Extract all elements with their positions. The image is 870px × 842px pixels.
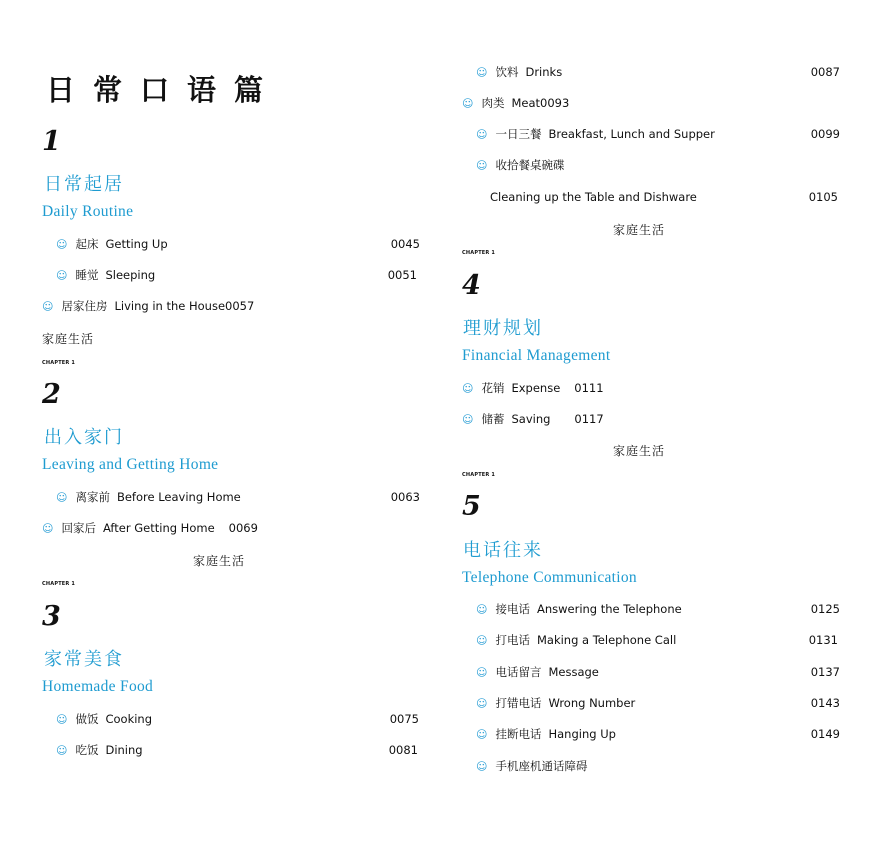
toc-entry[interactable] bbox=[56, 489, 241, 505]
smile-face-icon: ☺ bbox=[56, 491, 68, 504]
entry-title-en: Drinks bbox=[525, 65, 563, 79]
section-tag: 家庭生活 bbox=[613, 223, 666, 237]
toc-entry[interactable] bbox=[476, 664, 599, 680]
toc-entry[interactable] bbox=[462, 380, 604, 396]
chapter-label: CHAPTER 1 bbox=[462, 250, 496, 256]
toc-entry[interactable] bbox=[476, 695, 635, 711]
chapter-number: 1 bbox=[42, 126, 61, 157]
entry-title-en: Making a Telephone Call bbox=[536, 633, 677, 647]
chapter-title-en: Homemade Food bbox=[42, 678, 154, 695]
entry-title-zh: 做饭 bbox=[75, 712, 99, 726]
smile-face-icon: ☺ bbox=[462, 413, 474, 426]
entry-title-zh: 手机座机通话障碍 bbox=[495, 759, 588, 773]
smile-face-icon: ☺ bbox=[476, 128, 488, 141]
page-number: 0087 bbox=[810, 65, 840, 79]
toc-entry-continuation[interactable] bbox=[490, 189, 697, 205]
smile-face-icon: ☺ bbox=[476, 634, 488, 647]
chapter-title-zh: 理财规划 bbox=[463, 318, 543, 339]
entry-title-zh: 储蓄 bbox=[481, 412, 505, 426]
smile-face-icon: ☺ bbox=[476, 159, 488, 172]
entry-title-zh: 一日三餐 bbox=[495, 127, 542, 141]
page-number: 0069 bbox=[228, 521, 258, 535]
entry-title-zh: 离家前 bbox=[75, 490, 110, 504]
chapter-title-zh: 日常起居 bbox=[44, 174, 124, 195]
toc-entry[interactable] bbox=[462, 95, 569, 111]
chapter-number: 5 bbox=[462, 491, 481, 522]
entry-title-en: Hanging Up bbox=[548, 727, 616, 741]
entry-title-en: Before Leaving Home bbox=[116, 490, 241, 504]
toc-entry[interactable] bbox=[476, 632, 676, 648]
entry-title-en: Getting Up bbox=[105, 237, 168, 251]
section-tag: 家庭生活 bbox=[193, 554, 246, 568]
toc-entry[interactable] bbox=[56, 742, 143, 758]
section-tag: 家庭生活 bbox=[42, 332, 95, 346]
page-number: 0099 bbox=[810, 127, 840, 141]
chapter-number: 2 bbox=[42, 379, 61, 410]
toc-entry[interactable] bbox=[476, 64, 562, 80]
toc-entry[interactable] bbox=[476, 758, 594, 774]
chapter-title-en: Telephone Communication bbox=[462, 569, 637, 586]
entry-title-zh: 挂断电话 bbox=[495, 727, 542, 741]
entry-title-zh: 花销 bbox=[481, 381, 505, 395]
page-number: 0125 bbox=[810, 602, 840, 616]
entry-title-en: Dining bbox=[105, 743, 143, 757]
chapter-title-zh: 出入家门 bbox=[44, 427, 124, 448]
smile-face-icon: ☺ bbox=[42, 522, 54, 535]
entry-title-en: Wrong Number bbox=[548, 696, 636, 710]
toc-entry[interactable] bbox=[476, 126, 715, 142]
page-number: 0131 bbox=[808, 633, 838, 647]
smile-face-icon: ☺ bbox=[56, 744, 68, 757]
chapter-number: 3 bbox=[42, 601, 61, 632]
entry-title-zh: 打错电话 bbox=[495, 696, 542, 710]
chapter-label: CHAPTER 1 bbox=[42, 360, 76, 366]
chapter-title-zh: 家常美食 bbox=[44, 649, 124, 670]
chapter-title-en: Leaving and Getting Home bbox=[42, 456, 219, 473]
entry-title-en: Living in the House0057 bbox=[114, 299, 255, 313]
smile-face-icon: ☺ bbox=[476, 760, 488, 773]
entry-title-zh: 饮料 bbox=[495, 65, 519, 79]
toc-entry[interactable] bbox=[42, 298, 254, 314]
toc-entry[interactable] bbox=[462, 411, 604, 427]
page-number: 0081 bbox=[388, 743, 418, 757]
chapter-number: 4 bbox=[462, 270, 481, 301]
entry-title-en: Message bbox=[548, 665, 599, 679]
smile-face-icon: ☺ bbox=[56, 713, 68, 726]
smile-face-icon: ☺ bbox=[476, 697, 488, 710]
entry-title-zh: 接电话 bbox=[495, 602, 530, 616]
entry-title-zh: 肉类 bbox=[481, 96, 505, 110]
smile-face-icon: ☺ bbox=[476, 666, 488, 679]
smile-face-icon: ☺ bbox=[476, 603, 488, 616]
chapter-title-en: Financial Management bbox=[462, 347, 611, 364]
smile-face-icon: ☺ bbox=[462, 382, 474, 395]
entry-title-en: Breakfast, Lunch and Supper bbox=[548, 127, 715, 141]
page-number: 0045 bbox=[390, 237, 420, 251]
entry-title-en: Meat0093 bbox=[511, 96, 570, 110]
chapter-title-en: Daily Routine bbox=[42, 203, 134, 220]
entry-title-en: Cleaning up the Table and Dishware bbox=[490, 190, 697, 204]
section-tag: 家庭生活 bbox=[613, 444, 666, 458]
entry-title-en: Cooking bbox=[105, 712, 153, 726]
smile-face-icon: ☺ bbox=[462, 97, 474, 110]
entry-title-en: After Getting Home bbox=[102, 521, 215, 535]
smile-face-icon: ☺ bbox=[476, 728, 488, 741]
entry-title-zh: 回家后 bbox=[61, 521, 96, 535]
entry-title-zh: 电话留言 bbox=[495, 665, 542, 679]
entry-title-zh: 打电话 bbox=[495, 633, 530, 647]
entry-title-zh: 吃饭 bbox=[75, 743, 99, 757]
entry-title-zh: 居家住房 bbox=[61, 299, 108, 313]
page-number: 0111 bbox=[574, 381, 604, 395]
smile-face-icon: ☺ bbox=[476, 66, 488, 79]
entry-title-en: Expense bbox=[511, 381, 561, 395]
chapter-label: CHAPTER 1 bbox=[462, 472, 496, 478]
chapter-label: CHAPTER 1 bbox=[42, 581, 76, 587]
entry-title-en: Answering the Telephone bbox=[536, 602, 682, 616]
toc-entry[interactable] bbox=[42, 520, 258, 536]
chapter-title-zh: 电话往来 bbox=[463, 540, 543, 561]
entry-title-zh: 起床 bbox=[75, 237, 99, 251]
toc-entry[interactable] bbox=[56, 711, 152, 727]
smile-face-icon: ☺ bbox=[56, 269, 68, 282]
page-number: 0117 bbox=[574, 412, 604, 426]
page-number: 0063 bbox=[390, 490, 420, 504]
toc-entry[interactable] bbox=[476, 726, 616, 742]
smile-face-icon: ☺ bbox=[56, 238, 68, 251]
page-number: 0143 bbox=[810, 696, 840, 710]
page-number: 0137 bbox=[810, 665, 840, 679]
entry-title-zh: 收拾餐桌碗碟 bbox=[495, 158, 565, 172]
entry-title-en: Saving bbox=[511, 412, 551, 426]
toc-entry[interactable] bbox=[56, 267, 155, 283]
page-number: 0105 bbox=[808, 190, 838, 204]
page-number: 0051 bbox=[387, 268, 417, 282]
entry-title-zh: 睡觉 bbox=[75, 268, 99, 282]
toc-entry[interactable] bbox=[56, 236, 168, 252]
toc-entry[interactable] bbox=[476, 601, 682, 617]
page-number: 0149 bbox=[810, 727, 840, 741]
entry-title-en: Sleeping bbox=[105, 268, 156, 282]
smile-face-icon: ☺ bbox=[42, 300, 54, 313]
toc-entry[interactable] bbox=[476, 157, 571, 173]
page-number: 0075 bbox=[389, 712, 419, 726]
page-title: 日常口语篇 bbox=[46, 73, 282, 107]
